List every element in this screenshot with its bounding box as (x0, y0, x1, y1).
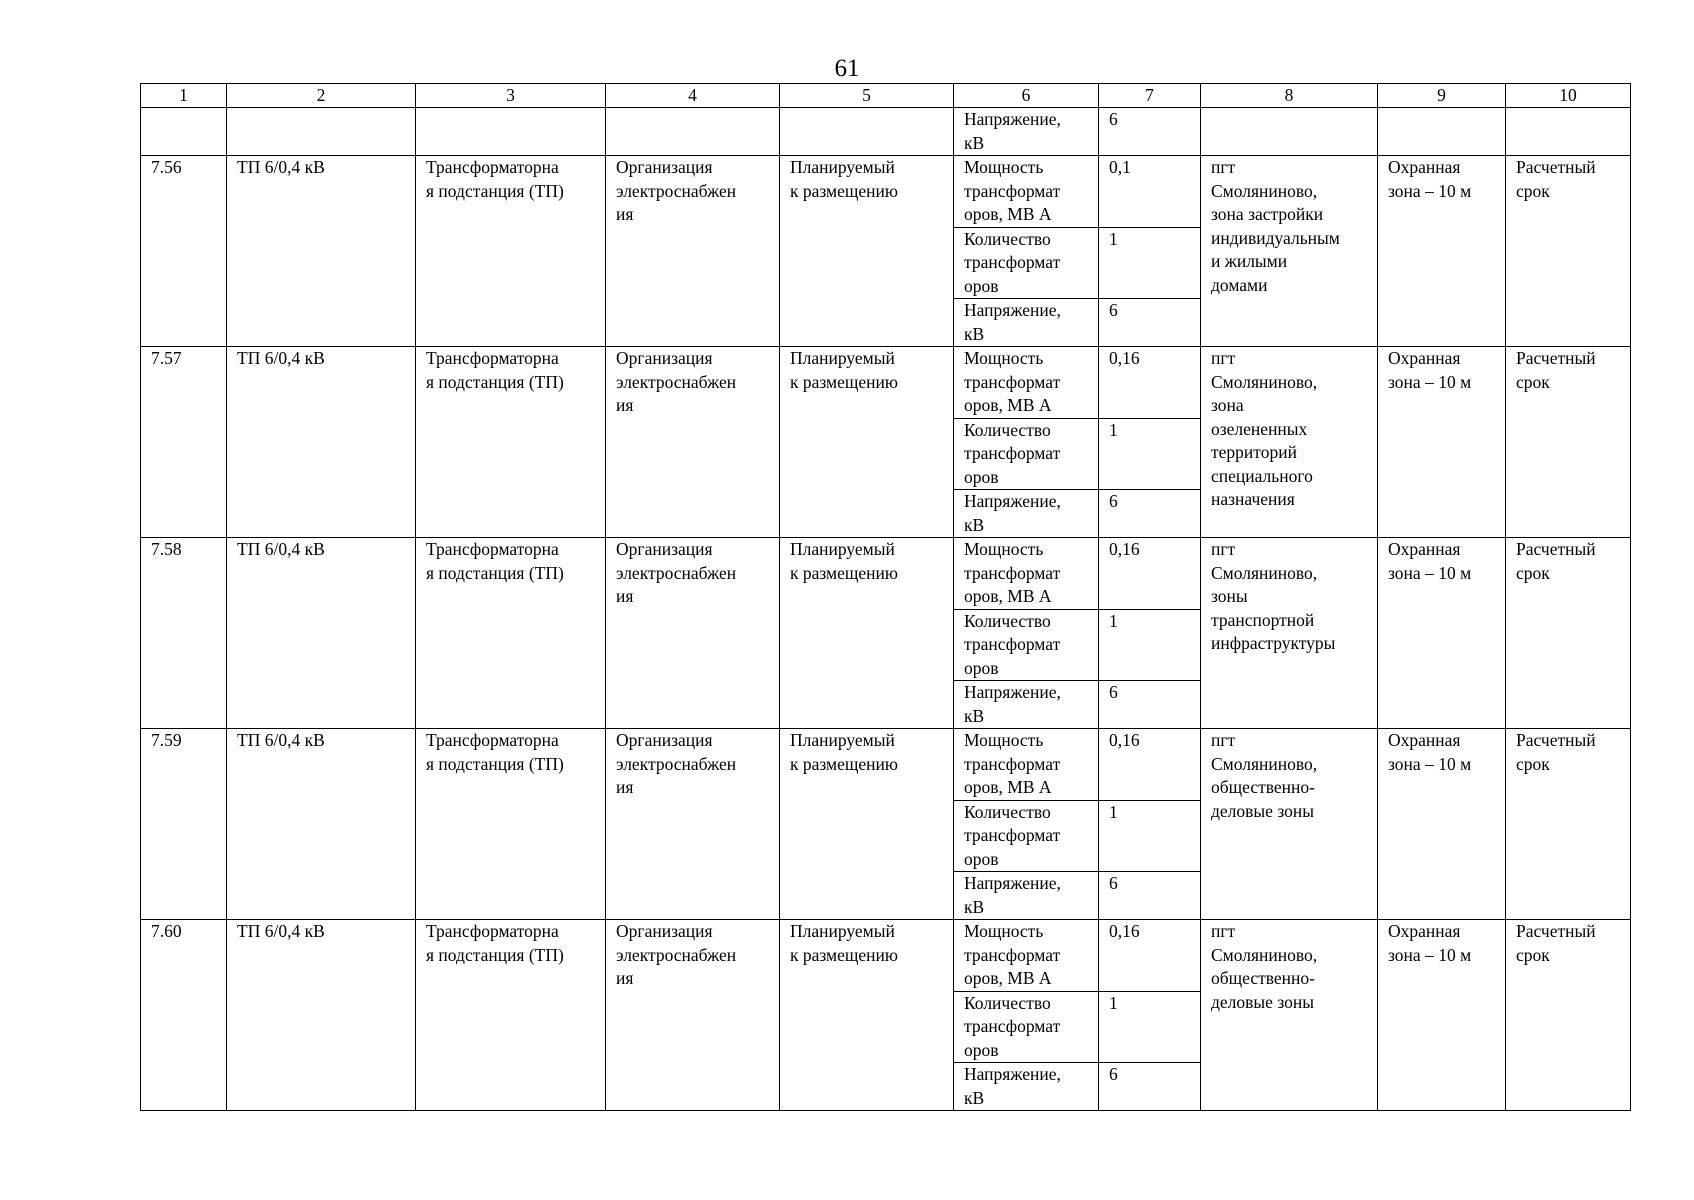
object-status-cell (780, 156, 954, 347)
implementation-term-cell (1506, 347, 1631, 538)
object-type: Трансформаторна я подстанция (ТП) (426, 348, 564, 392)
object-status-cell (780, 920, 954, 1111)
row-number: 7.59 (151, 730, 182, 750)
protection-zone: Охранная зона – 10 м (1388, 348, 1472, 392)
object-location-cell (1201, 920, 1378, 1111)
protection-zone: Охранная зона – 10 м (1388, 730, 1472, 774)
object-type-cell (416, 347, 606, 538)
object-name-cell (227, 156, 416, 347)
param-value-cell (1099, 156, 1201, 228)
object-status: Планируемый к размещению (790, 157, 898, 201)
empty-cell (1201, 108, 1378, 156)
object-status: Планируемый к размещению (790, 539, 898, 583)
param-label: Мощность трансформат оров, МВ А (964, 539, 1061, 606)
protection-zone: Охранная зона – 10 м (1388, 539, 1472, 583)
table-row (141, 920, 1631, 992)
column-number-header-row (141, 84, 1631, 108)
object-purpose-cell (606, 729, 780, 920)
param-label: Мощность трансформат оров, МВ А (964, 730, 1061, 797)
protection-zone: Охранная зона – 10 м (1388, 157, 1472, 201)
object-name-cell (227, 538, 416, 729)
object-purpose: Организация электроснабжен ия (616, 539, 737, 606)
row-number: 7.56 (151, 157, 182, 177)
empty-cell (141, 108, 227, 156)
implementation-term: Расчетный срок (1516, 539, 1596, 583)
object-type-cell (416, 729, 606, 920)
param-value-cell (1099, 681, 1201, 729)
table-row (141, 538, 1631, 610)
protection-zone-cell (1378, 920, 1506, 1111)
param-value: 6 (1109, 491, 1118, 511)
param-label: Напряжение, кВ (964, 109, 1061, 153)
param-label: Напряжение, кВ (964, 300, 1061, 344)
param-value-cell (1099, 490, 1201, 538)
param-label-cell (954, 681, 1099, 729)
param-value: 0,16 (1109, 348, 1140, 368)
object-name: ТП 6/0,4 кВ (237, 921, 325, 941)
column-number: 4 (606, 84, 780, 108)
param-label: Количество трансформат оров (964, 419, 1061, 487)
param-value: 0,1 (1109, 157, 1131, 177)
column-number: 7 (1099, 84, 1201, 108)
object-purpose: Организация электроснабжен ия (616, 157, 737, 224)
param-label: Количество трансформат оров (964, 801, 1061, 869)
param-label-cell (954, 347, 1099, 419)
object-location: пгт Смоляниново, зона застройки индивидуальным и жилыми домами (1211, 157, 1340, 295)
param-value-cell (1099, 729, 1201, 801)
object-purpose: Организация электроснабжен ия (616, 921, 737, 988)
row-number-cell (141, 729, 227, 920)
object-type-cell (416, 920, 606, 1111)
continuation-row (141, 108, 1631, 156)
param-value-cell (1099, 299, 1201, 347)
object-name: ТП 6/0,4 кВ (237, 730, 325, 750)
object-location-cell (1201, 729, 1378, 920)
object-location: пгт Смоляниново, зоны транспортной инфраструктуры (1211, 539, 1336, 653)
empty-cell (1506, 108, 1631, 156)
page-number: 61 (834, 55, 860, 82)
object-location-cell (1201, 156, 1378, 347)
object-status-cell (780, 538, 954, 729)
param-value: 0,16 (1109, 730, 1140, 750)
param-value: 6 (1109, 300, 1118, 320)
row-number-cell (141, 156, 227, 347)
param-label: Напряжение, кВ (964, 682, 1061, 726)
param-value: 6 (1109, 873, 1118, 893)
param-value: 1 (1109, 992, 1118, 1013)
empty-cell (227, 108, 416, 156)
object-type: Трансформаторна я подстанция (ТП) (426, 730, 564, 774)
param-label: Мощность трансформат оров, МВ А (964, 348, 1061, 415)
implementation-term: Расчетный срок (1516, 921, 1596, 965)
object-purpose: Организация электроснабжен ия (616, 730, 737, 797)
object-type-cell (416, 156, 606, 347)
param-label-cell (954, 729, 1099, 801)
object-location: пгт Смоляниново, общественно- деловые зоны (1211, 921, 1318, 1012)
object-status: Планируемый к размещению (790, 921, 898, 965)
param-value-cell (1099, 800, 1201, 872)
param-label-cell (954, 418, 1099, 490)
object-location: пгт Смоляниново, общественно- деловые зоны (1211, 730, 1318, 821)
row-number-cell (141, 538, 227, 729)
column-number: 3 (416, 84, 606, 108)
param-value: 1 (1109, 228, 1118, 249)
param-value-cell (1099, 872, 1201, 920)
param-label-cell (954, 920, 1099, 992)
param-label: Количество трансформат оров (964, 228, 1061, 296)
param-value-cell (1099, 920, 1201, 992)
object-status-cell (780, 347, 954, 538)
protection-zone-cell (1378, 729, 1506, 920)
object-status-cell (780, 729, 954, 920)
column-number: 9 (1378, 84, 1506, 108)
param-label-cell (954, 156, 1099, 228)
object-type: Трансформаторна я подстанция (ТП) (426, 921, 564, 965)
param-value: 0,16 (1109, 921, 1140, 941)
param-label-cell (954, 108, 1099, 156)
implementation-term: Расчетный срок (1516, 348, 1596, 392)
param-label: Напряжение, кВ (964, 873, 1061, 917)
object-purpose-cell (606, 347, 780, 538)
param-label: Количество трансформат оров (964, 610, 1061, 678)
param-label-cell (954, 538, 1099, 610)
empty-cell (606, 108, 780, 156)
object-purpose-cell (606, 156, 780, 347)
row-number-cell (141, 920, 227, 1111)
object-location: пгт Смоляниново, зона озелененных территорий специального назначения (1211, 348, 1318, 509)
param-value-cell (1099, 609, 1201, 681)
implementation-term-cell (1506, 920, 1631, 1111)
param-value: 1 (1109, 419, 1118, 440)
implementation-term: Расчетный срок (1516, 730, 1596, 774)
object-status: Планируемый к размещению (790, 348, 898, 392)
param-value-cell (1099, 418, 1201, 490)
param-value: 0,16 (1109, 539, 1140, 559)
param-label-cell (954, 227, 1099, 299)
object-purpose-cell (606, 538, 780, 729)
object-status: Планируемый к размещению (790, 730, 898, 774)
object-location-cell (1201, 347, 1378, 538)
param-value-cell (1099, 108, 1201, 156)
column-number: 10 (1506, 84, 1631, 108)
param-value-cell (1099, 227, 1201, 299)
object-name-cell (227, 729, 416, 920)
param-label: Количество трансформат оров (964, 992, 1061, 1060)
empty-cell (1378, 108, 1506, 156)
row-number: 7.60 (151, 921, 182, 941)
param-label-cell (954, 800, 1099, 872)
protection-zone-cell (1378, 347, 1506, 538)
param-value: 1 (1109, 610, 1118, 631)
substations-table (140, 83, 1631, 1111)
param-label-cell (954, 299, 1099, 347)
empty-cell (780, 108, 954, 156)
object-name: ТП 6/0,4 кВ (237, 539, 325, 559)
object-type: Трансформаторна я подстанция (ТП) (426, 157, 564, 201)
object-purpose-cell (606, 920, 780, 1111)
column-number: 1 (141, 84, 227, 108)
protection-zone: Охранная зона – 10 м (1388, 921, 1472, 965)
object-name: ТП 6/0,4 кВ (237, 157, 325, 177)
param-value-cell (1099, 538, 1201, 610)
column-number: 6 (954, 84, 1099, 108)
table-row (141, 347, 1631, 419)
row-number-cell (141, 347, 227, 538)
param-label: Напряжение, кВ (964, 491, 1061, 535)
column-number: 2 (227, 84, 416, 108)
column-number: 5 (780, 84, 954, 108)
object-name: ТП 6/0,4 кВ (237, 348, 325, 368)
implementation-term-cell (1506, 156, 1631, 347)
object-purpose: Организация электроснабжен ия (616, 348, 737, 415)
param-label-cell (954, 1063, 1099, 1111)
column-number: 8 (1201, 84, 1378, 108)
implementation-term-cell (1506, 729, 1631, 920)
param-label-cell (954, 490, 1099, 538)
empty-cell (416, 108, 606, 156)
param-value: 6 (1109, 682, 1118, 702)
param-label: Мощность трансформат оров, МВ А (964, 157, 1061, 224)
object-location-cell (1201, 538, 1378, 729)
param-value: 1 (1109, 801, 1118, 822)
param-value-cell (1099, 1063, 1201, 1111)
object-type-cell (416, 538, 606, 729)
protection-zone-cell (1378, 538, 1506, 729)
row-number: 7.57 (151, 348, 182, 368)
protection-zone-cell (1378, 156, 1506, 347)
param-value: 6 (1109, 1064, 1118, 1084)
param-label-cell (954, 609, 1099, 681)
object-name-cell (227, 347, 416, 538)
table-row (141, 729, 1631, 801)
param-value-cell (1099, 347, 1201, 419)
implementation-term-cell (1506, 538, 1631, 729)
implementation-term: Расчетный срок (1516, 157, 1596, 201)
param-label: Напряжение, кВ (964, 1064, 1061, 1108)
object-name-cell (227, 920, 416, 1111)
param-value-cell (1099, 991, 1201, 1063)
param-label: Мощность трансформат оров, МВ А (964, 921, 1061, 988)
param-value: 6 (1109, 109, 1118, 129)
table-row (141, 156, 1631, 228)
param-label-cell (954, 991, 1099, 1063)
row-number: 7.58 (151, 539, 182, 559)
object-type: Трансформаторна я подстанция (ТП) (426, 539, 564, 583)
param-label-cell (954, 872, 1099, 920)
